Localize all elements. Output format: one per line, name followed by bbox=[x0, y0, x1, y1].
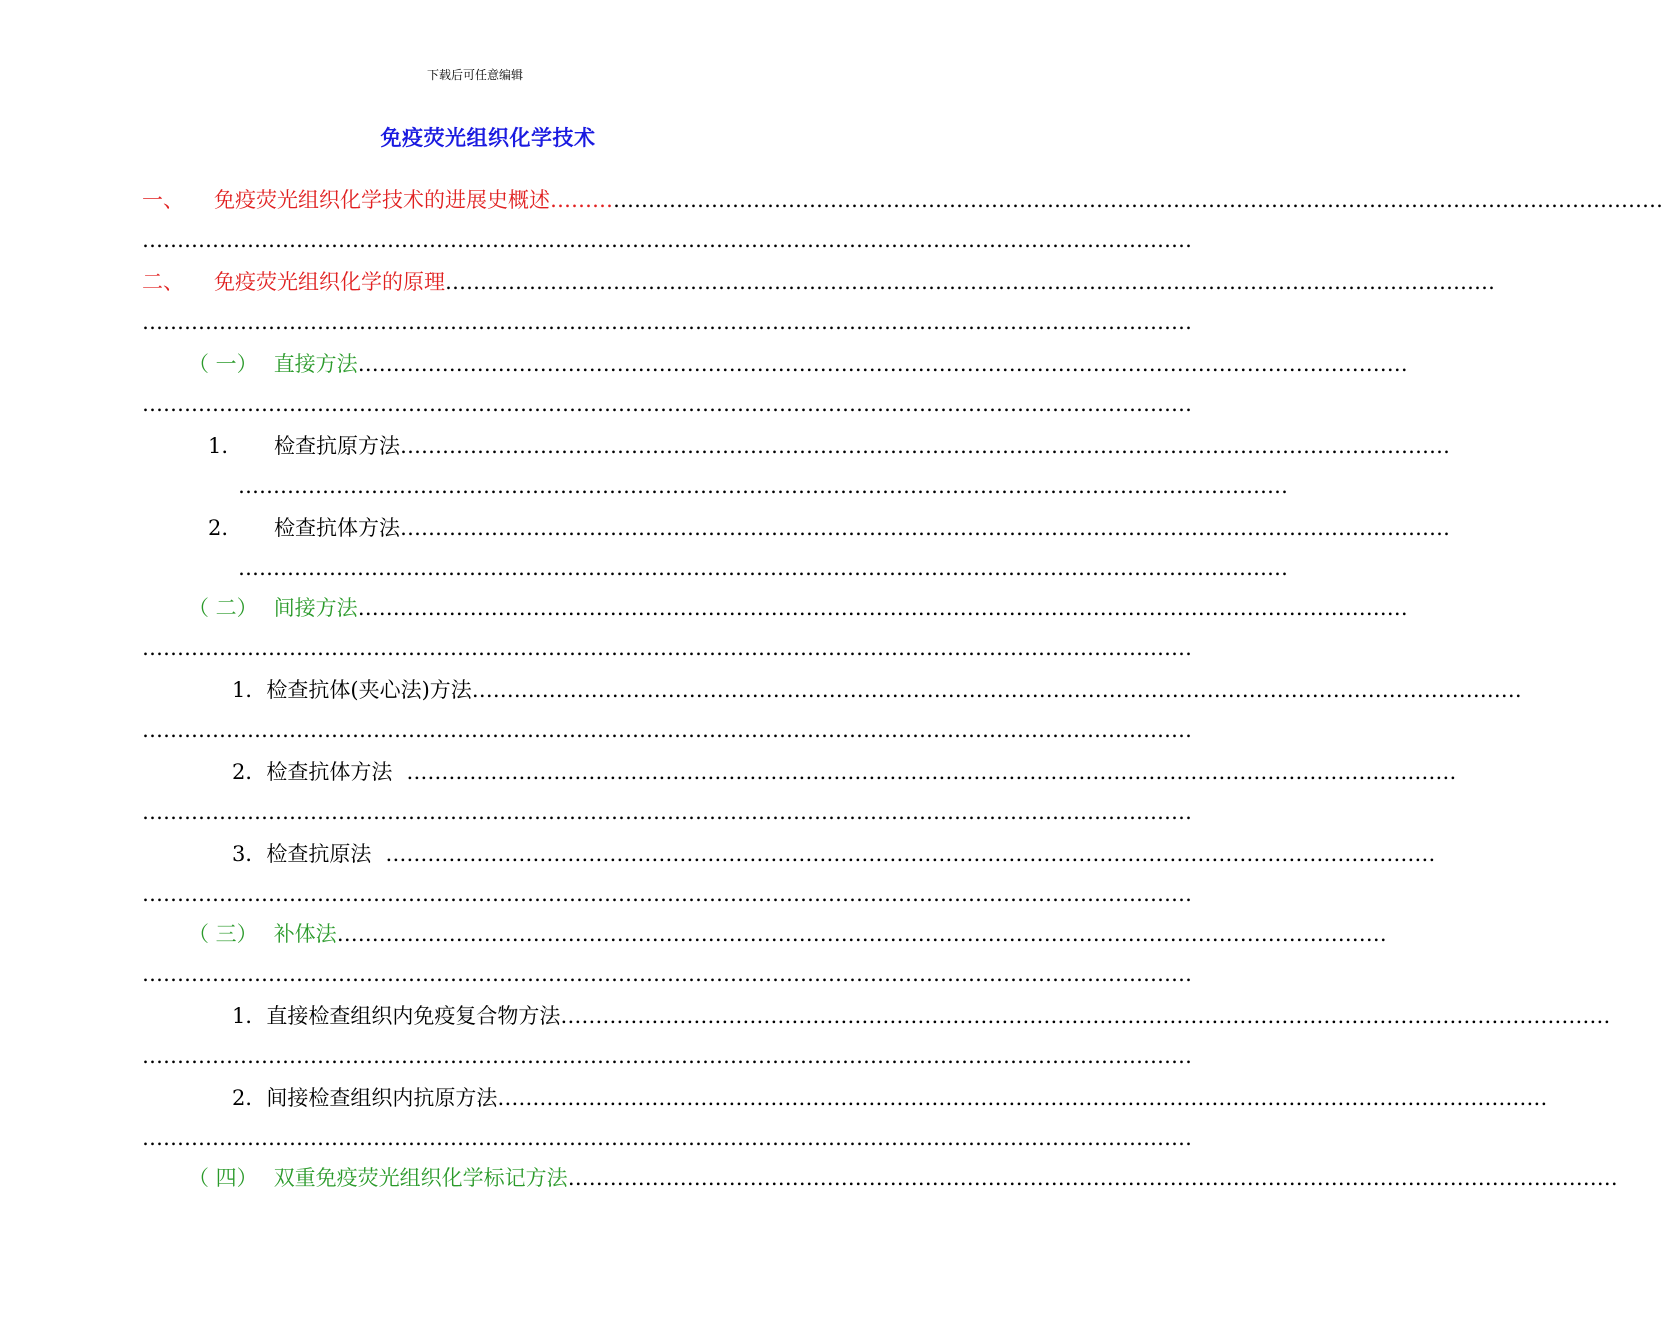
document-title: 免疫荧光组织化学技术 bbox=[380, 125, 596, 150]
toc-entry-10 bbox=[188, 920, 1387, 948]
toc-label: 检查抗体方法 bbox=[266, 760, 393, 784]
toc-number: （ 二） bbox=[188, 596, 258, 620]
toc-entry-1 bbox=[142, 186, 1663, 214]
toc-leader-continuation: …………………………………………………………………………………………………………………………………… bbox=[142, 228, 1192, 252]
toc-leader: …………………………………………………………………………………………………………………………………… bbox=[400, 434, 1451, 458]
toc-leader: ……… bbox=[550, 188, 613, 212]
toc-number: 1． bbox=[232, 1004, 267, 1028]
toc-leader-continuation: …………………………………………………………………………………………………………………………………… bbox=[142, 962, 1192, 986]
toc-leader: …………………………………………………………………………………………………………………………………… bbox=[357, 596, 1408, 620]
toc-leader-continuation: …………………………………………………………………………………………………………………………………… bbox=[142, 310, 1192, 334]
toc-leader-continuation: …………………………………………………………………………………………………………………………………… bbox=[142, 800, 1192, 824]
toc-leader: …………………………………………………………………………………………………………………………………… bbox=[406, 760, 1457, 784]
toc-number: 3． bbox=[232, 842, 267, 866]
toc-number: 1． bbox=[232, 678, 267, 702]
toc-label: 补体法 bbox=[273, 922, 337, 946]
toc-entry-12 bbox=[232, 1084, 1548, 1112]
toc-number: 2． bbox=[232, 1086, 267, 1110]
toc-leader-continuation: …………………………………………………………………………………………………………………………………… bbox=[142, 718, 1192, 742]
toc-leader: …………………………………………………………………………………………………………………………………… bbox=[613, 188, 1663, 212]
toc-entry-7 bbox=[232, 676, 1522, 704]
toc-label: 检查抗体(夹心法)方法 bbox=[266, 678, 472, 702]
toc-leader: …………………………………………………………………………………………………………………………………… bbox=[560, 1004, 1611, 1028]
toc-leader-continuation: …………………………………………………………………………………………………………………………………… bbox=[142, 1044, 1192, 1068]
toc-label: 检查抗体方法 bbox=[274, 516, 401, 540]
toc-leader-continuation: …………………………………………………………………………………………………………………………………… bbox=[142, 1126, 1192, 1150]
toc-label: 检查抗原法 bbox=[266, 842, 372, 866]
toc-entry-6 bbox=[188, 594, 1408, 622]
toc-label: 直接检查组织内免疫复合物方法 bbox=[266, 1004, 561, 1028]
toc-number: （ 一） bbox=[188, 352, 258, 376]
toc-number: 2. bbox=[208, 516, 229, 540]
toc-number: （ 四） bbox=[188, 1166, 258, 1190]
toc-entry-3 bbox=[188, 350, 1408, 378]
toc-entry-5 bbox=[208, 514, 1451, 542]
toc-leader: …………………………………………………………………………………………………………………………………… bbox=[336, 922, 1387, 946]
toc-leader: …………………………………………………………………………………………………………………………………… bbox=[357, 352, 1408, 376]
toc-entry-11 bbox=[232, 1002, 1611, 1030]
toc-label: 双重免疫荧光组织化学标记方法 bbox=[273, 1166, 568, 1190]
toc-entry-2 bbox=[142, 268, 1495, 296]
toc-label: 直接方法 bbox=[273, 352, 358, 376]
toc-number: （ 三） bbox=[188, 922, 258, 946]
toc-label: 间接检查组织内抗原方法 bbox=[266, 1086, 498, 1110]
toc-label: 检查抗原方法 bbox=[274, 434, 401, 458]
toc-entry-8 bbox=[232, 758, 1457, 786]
toc-entry-4 bbox=[208, 432, 1451, 460]
toc-label: 间接方法 bbox=[273, 596, 358, 620]
toc-leader-continuation: …………………………………………………………………………………………………………………………………… bbox=[238, 556, 1288, 580]
toc-number: 2． bbox=[232, 760, 267, 784]
toc-leader-continuation: …………………………………………………………………………………………………………………………………… bbox=[142, 882, 1192, 906]
toc-leader: …………………………………………………………………………………………………………………………………… bbox=[400, 516, 1451, 540]
toc-number: 二、 bbox=[142, 270, 184, 294]
toc-leader-continuation: …………………………………………………………………………………………………………………………………… bbox=[142, 392, 1192, 416]
toc-number: 1. bbox=[208, 434, 229, 458]
toc-label: 免疫荧光组织化学的原理 bbox=[214, 270, 445, 294]
toc-label: 免疫荧光组织化学技术的进展史概述 bbox=[214, 188, 550, 212]
toc-leader: …………………………………………………………………………………………………………………………………… bbox=[445, 270, 1495, 294]
page-header: 下载后可任意编辑 bbox=[426, 68, 523, 82]
toc-leader: …………………………………………………………………………………………………………………………………… bbox=[385, 842, 1436, 866]
toc-number: 一、 bbox=[142, 188, 184, 212]
toc-leader-continuation: …………………………………………………………………………………………………………………………………… bbox=[142, 636, 1192, 660]
toc-entry-13 bbox=[188, 1164, 1618, 1192]
toc-leader-continuation: …………………………………………………………………………………………………………………………………… bbox=[238, 474, 1288, 498]
toc-entry-9 bbox=[232, 840, 1436, 868]
toc-leader: …………………………………………………………………………………………………………………………………… bbox=[567, 1166, 1618, 1190]
toc-leader: …………………………………………………………………………………………………………………………………… bbox=[471, 678, 1522, 702]
toc-leader: …………………………………………………………………………………………………………………………………… bbox=[497, 1086, 1548, 1110]
